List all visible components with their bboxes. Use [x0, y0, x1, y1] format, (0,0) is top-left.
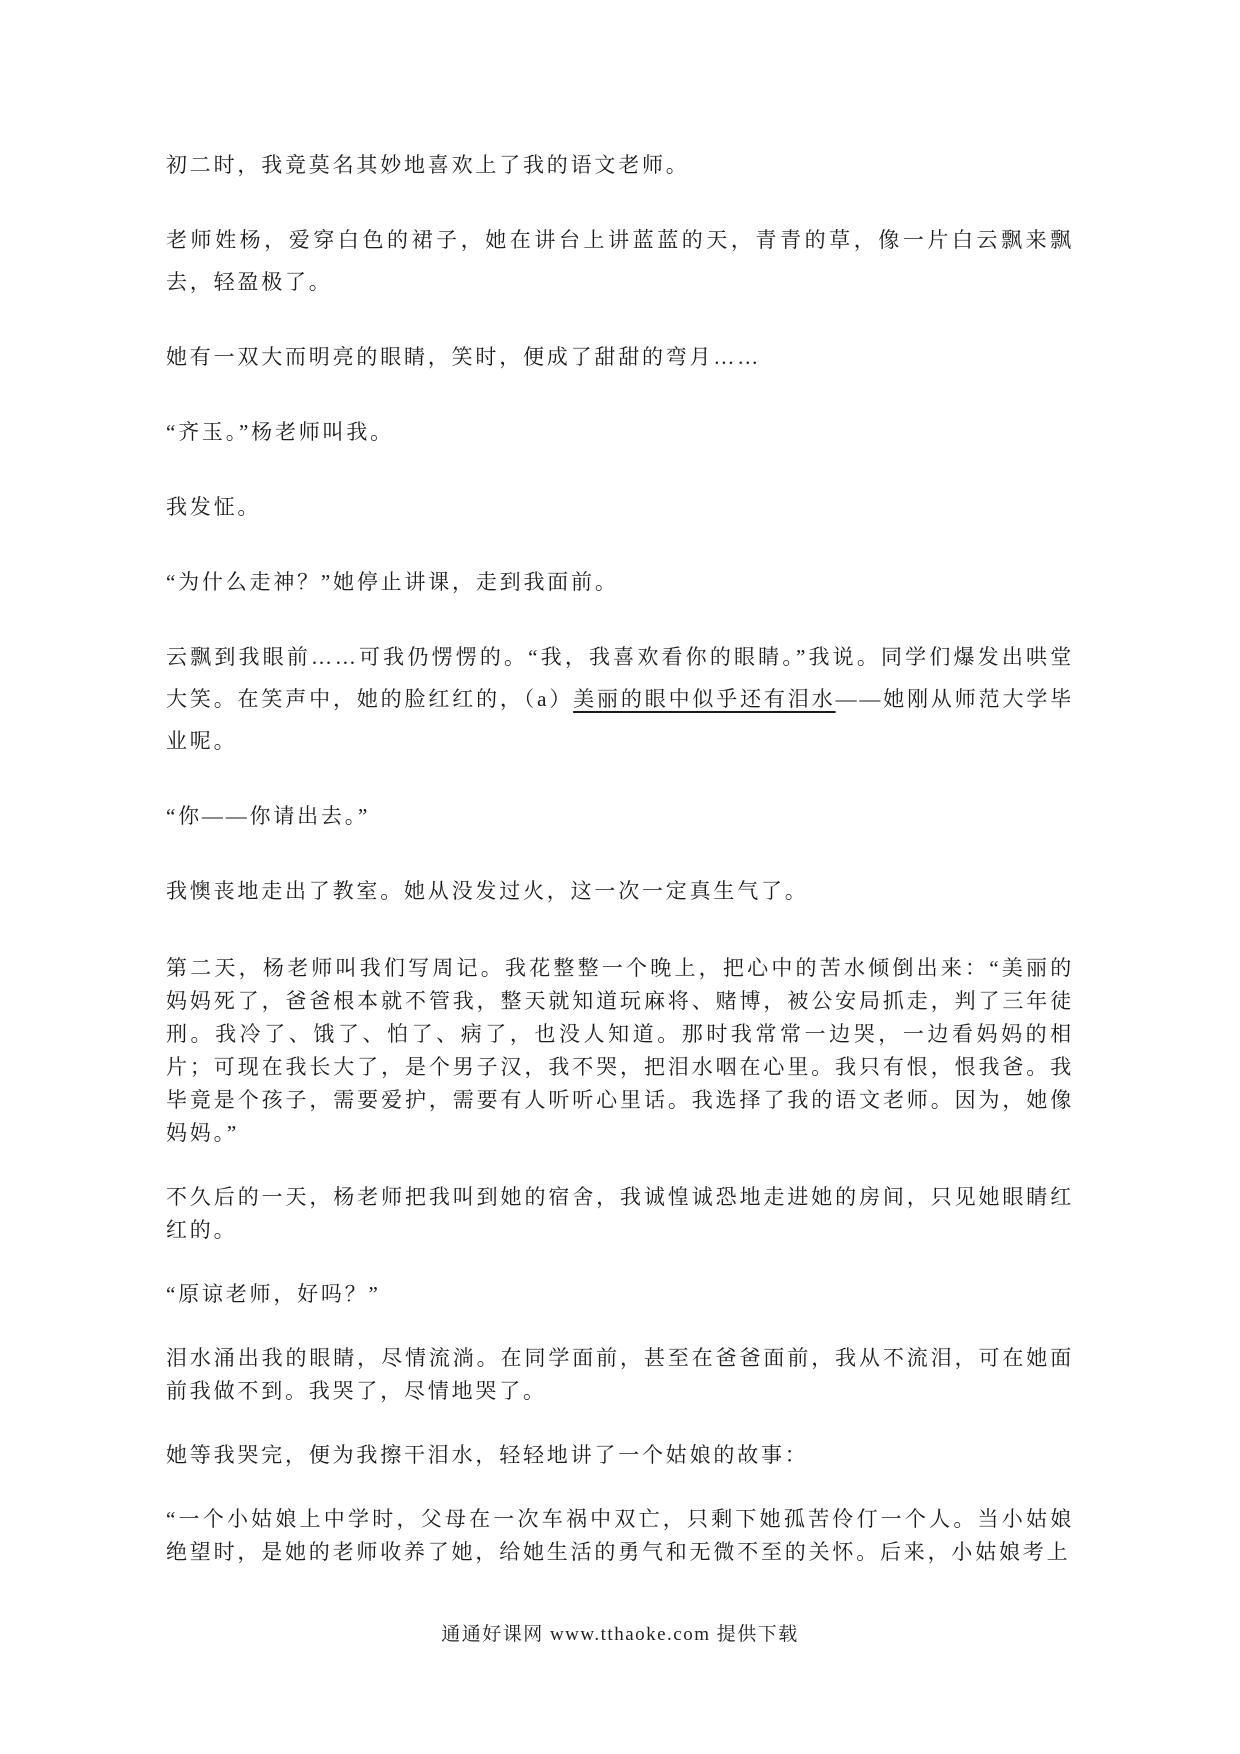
paragraph: “一个小姑娘上中学时，父母在一次车祸中双亡，只剩下她孤苦伶仃一个人。当小姑娘绝望时，是她的老师收养了她，给她生活的勇气和无微不至的关怀。后来，小姑娘考上	[166, 1507, 1074, 1564]
paragraph: 她有一双大而明亮的眼睛，笑时，便成了甜甜的弯月……	[166, 345, 761, 369]
underlined-phrase-a: 美丽的眼中似乎还有泪水	[573, 687, 836, 711]
paragraph: 泪水涌出我的眼睛，尽情流淌。在同学面前，甚至在爸爸面前，我从不流泪，可在她面前我做不到。我哭了，尽情地哭了。	[166, 1346, 1074, 1403]
paragraph: “为什么走神？”她停止讲课，走到我面前。	[166, 570, 619, 594]
page-footer: 通通好课网 www.tthaoke.com 提供下载	[441, 1624, 799, 1645]
paragraph-text: 云飘到我眼前……可我仍愣愣的。“我，我喜欢看你的眼睛。”我说。同学们爆发出哄堂大笑。在笑声中，她的脸红红的，（a）	[166, 645, 1074, 711]
paragraph: “齐玉。”杨老师叫我。	[166, 420, 394, 444]
paragraph: 第二天，杨老师叫我们写周记。我花整整一个晚上，把心中的苦水倾倒出来：“美丽的妈妈死了，爸爸根本就不管我，整天就知道玩麻将、赌博，被公安局抓走，判了三年徒刑。我冷了、饿了、怕了、病了，也没人知道。那时我常常一边哭，一边看妈妈的相片；可现在我长大了，是个男子汉，我不哭，把泪水咽在心里。我只有恨，恨我爸。我毕竟是个孩子，需要爱护，需要有人听听心里话。我选择了我的语文老师。因为，她像妈妈。”	[166, 956, 1074, 1145]
paragraph: 老师姓杨，爱穿白色的裙子，她在讲台上讲蓝蓝的天，青青的草，像一片白云飘来飘去，轻盈极了。	[166, 228, 1074, 294]
paragraph: 我发怔。	[166, 495, 262, 519]
paragraph: 她等我哭完，便为我擦干泪水，轻轻地讲了一个姑娘的故事：	[166, 1443, 809, 1467]
paragraph-text: ——她刚从师范大学毕业呢。	[166, 687, 1074, 753]
paragraph: “你——你请出去。”	[166, 804, 371, 828]
paragraph	[166, 636, 1074, 762]
paragraph: 初二时，我竟莫名其妙地喜欢上了我的语文老师。	[166, 153, 690, 177]
document-body	[166, 144, 1074, 1600]
paragraph: 不久后的一天，杨老师把我叫到她的宿舍，我诚惶诚恐地走进她的房间，只见她眼睛红红的。	[166, 1185, 1074, 1242]
paragraph: “原谅老师，好吗？”	[166, 1282, 381, 1306]
paragraph: 我懊丧地走出了教室。她从没发过火，这一次一定真生气了。	[166, 879, 809, 903]
